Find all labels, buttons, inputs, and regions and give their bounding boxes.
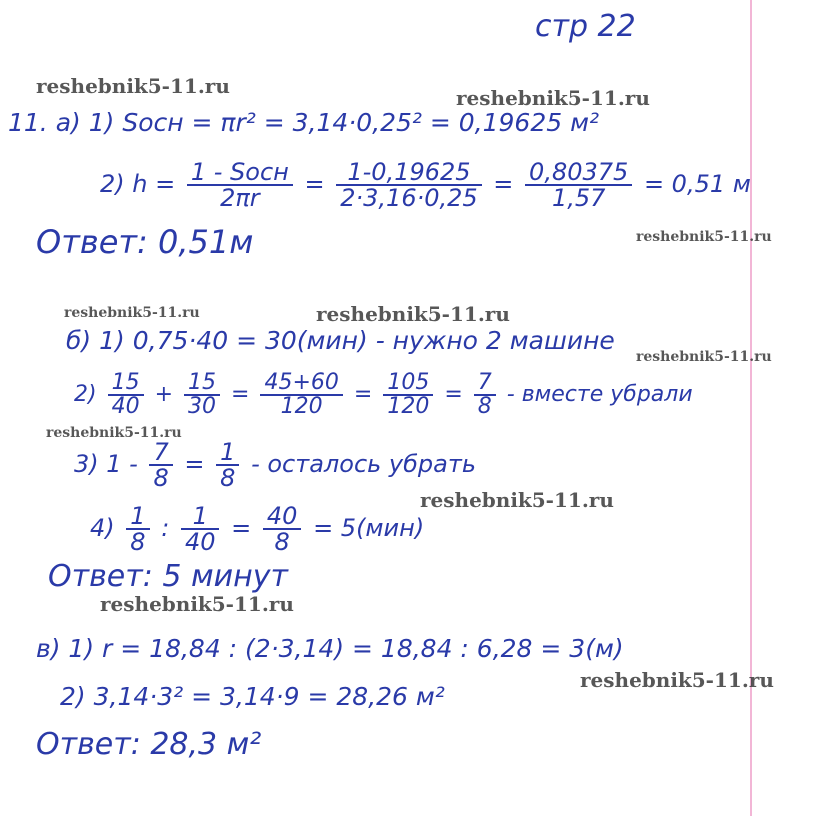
fraction: $\frac{40}{8}$ [263,504,302,554]
fraction: $\frac{15}{30}$ [184,372,220,418]
watermark: reshebnik5-11.ru [636,229,772,245]
part-a-step2: 2) h = $\frac{\text{1 - Sосн}}{2\pi r}$ = $\frac{1-0,19625}{2\cdot 3,16\cdot 0,25}$ = $\frac{0,80375}{1,57}$ = 0,51 м [100,158,751,212]
fraction: $\frac{1}{40}$ [181,504,220,554]
watermark: reshebnik5-11.ru [64,305,200,321]
part-b-step3: 3) 1 - $\frac{7}{8}$ = $\frac{1}{8}$ - осталось убрать [74,438,476,492]
fraction: $\frac{0,80375}{1,57}$ [525,160,632,210]
watermark: reshebnik5-11.ru [420,488,614,512]
fraction: $\frac{7}{8}$ [474,372,496,418]
part-b-step1: б) 1) 0,75·40 = 30(мин) - нужно 2 машине [66,326,615,355]
fraction: $\frac{45+60}{120}$ [260,372,342,418]
part-b-step2: 2) $\frac{15}{40}$ + $\frac{15}{30}$ = $\frac{45+60}{120}$ = $\frac{105}{120}$ = $\frac{7}{8}$ - вместе убрали [74,370,693,419]
fraction: $\frac{7}{8}$ [149,440,172,490]
part-a-answer: Ответ: 0,51м [36,223,254,261]
fraction: $\frac{1}{8}$ [126,504,149,554]
part-c-answer: Ответ: 28,3 м² [36,727,262,762]
fraction: $\frac{\text{1 - Sосн}}{2\pi r}$ [187,160,293,210]
fraction: $\frac{1}{8}$ [216,440,239,490]
fraction: $\frac{15}{40}$ [108,372,144,418]
part-c-step1: в) 1) r = 18,84 : (2·3,14) = 18,84 : 6,28 = 3(м) [36,634,624,663]
fraction: $\frac{105}{120}$ [383,372,433,418]
notebook-margin-line [750,0,752,816]
watermark: reshebnik5-11.ru [456,86,650,110]
watermark: reshebnik5-11.ru [580,668,774,692]
watermark: reshebnik5-11.ru [36,74,230,98]
watermark: reshebnik5-11.ru [100,592,294,616]
page-header: стр 22 [535,9,636,44]
part-c-step2: 2) 3,14·3² = 3,14·9 = 28,26 м² [60,682,445,711]
part-a-step2-label: 2) h = [100,170,176,198]
watermark: reshebnik5-11.ru [316,302,510,326]
fraction: $\frac{1-0,19625}{2\cdot 3,16\cdot 0,25}$ [336,160,481,210]
watermark: reshebnik5-11.ru [636,349,772,365]
part-a-step2-result: = 0,51 м [643,170,751,198]
part-b-step4: 4) $\frac{1}{8}$ : $\frac{1}{40}$ = $\frac{40}{8}$ = 5(мин) [90,502,425,556]
watermark: reshebnik5-11.ru [46,425,182,441]
part-b-answer: Ответ: 5 минут [48,559,288,594]
part-a-step1: 11. а) 1) Sосн = πr² = 3,14·0,25² = 0,19625 м² [8,108,599,137]
